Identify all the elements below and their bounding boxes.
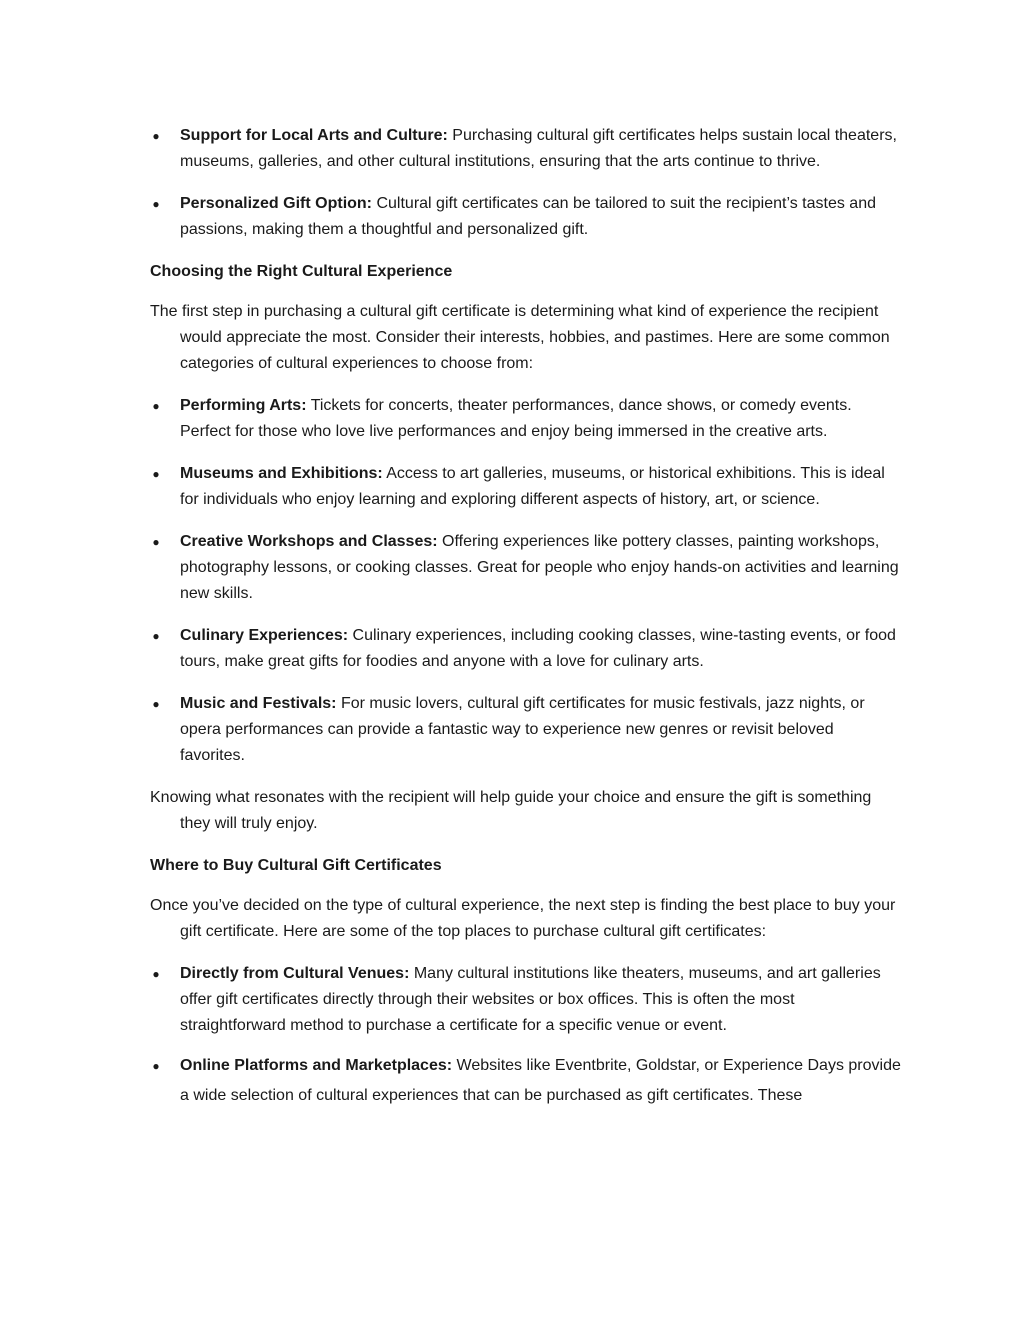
list-item-term: Culinary Experiences: [180, 627, 349, 644]
list-item-text: Purchasing cultural gift certificates helps sustain local theaters, museums, galleries, and other cultural institutions, ensuring that the arts continue to thrive. [180, 127, 897, 170]
bullet-icon: ● [152, 399, 160, 413]
bullet-icon: ● [152, 1059, 160, 1073]
bullet-icon: ● [152, 129, 160, 143]
list-item-term: Personalized Gift Option: [180, 195, 373, 212]
list-item-term: Performing Arts: [180, 397, 307, 414]
section-heading: Choosing the Right Cultural Experience [150, 263, 453, 280]
list-item-text: Offering experiences like pottery classes, painting workshops, photography lessons, or cooking classes. Great for people who enjoy hands-on activities and learning new skills. [180, 533, 899, 602]
paragraph: The first step in purchasing a cultural gift certificate is determining what kind of experience the recipient would appreciate the most. Consider their interests, hobbies, and pastimes. Here are some common categories of cultural experiences to choose from: [150, 303, 890, 372]
list-item [150, 961, 902, 1039]
list-item-text: Culinary experiences, including cooking classes, wine-tasting events, or food tours, make great gifts for foodies and anyone with a love for culinary arts. [180, 627, 896, 670]
section-heading: Where to Buy Cultural Gift Certificates [150, 857, 442, 874]
list-item [150, 191, 902, 243]
list-item [150, 123, 902, 175]
list-item-term: Museums and Exhibitions: [180, 465, 383, 482]
bullet-icon: ● [152, 967, 160, 981]
bullet-icon: ● [152, 697, 160, 711]
list-item-term: Support for Local Arts and Culture: [180, 127, 448, 144]
list-item-text: Websites like Eventbrite, Goldstar, or Experience Days provide a wide selection of cultural experiences that can be purchased as gift certificates. These [180, 1057, 901, 1104]
paragraph: Once you’ve decided on the type of cultural experience, the next step is finding the best place to buy your gift certificate. Here are some of the top places to purchase cultural gift certificates: [150, 897, 896, 940]
list-item-term: Online Platforms and Marketplaces: [180, 1057, 453, 1074]
bullet-icon: ● [152, 629, 160, 643]
list-item [150, 1051, 902, 1111]
bullet-icon: ● [152, 197, 160, 211]
paragraph: Knowing what resonates with the recipient will help guide your choice and ensure the gift is something they will truly enjoy. [150, 789, 872, 832]
list-item-text: Tickets for concerts, theater performances, dance shows, or comedy events. Perfect for those who love live performances and enjoy being immersed in the creative arts. [180, 397, 852, 440]
list-item-text: Many cultural institutions like theaters, museums, and art galleries offer gift certificates directly through their websites or box offices. This is often the most straightforward method to purchase a certificate for a specific venue or event. [180, 965, 881, 1034]
list-item-term: Music and Festivals: [180, 695, 337, 712]
list-item [150, 461, 902, 513]
list-item-term: Directly from Cultural Venues: [180, 965, 410, 982]
list-item-text: Access to art galleries, museums, or historical exhibitions. This is ideal for individuals who enjoy learning and exploring different aspects of history, art, or science. [180, 465, 885, 508]
list-item-text: For music lovers, cultural gift certificates for music festivals, jazz nights, or opera performances can provide a fantastic way to experience new genres or revisit beloved favorites. [180, 695, 865, 764]
list-item [150, 529, 902, 607]
document-page [150, 123, 902, 1127]
list-item [150, 623, 902, 675]
list-item [150, 393, 902, 445]
list-item-term: Creative Workshops and Classes: [180, 533, 438, 550]
list-item [150, 691, 902, 769]
bullet-icon: ● [152, 535, 160, 549]
list-item-text: Cultural gift certificates can be tailored to suit the recipient’s tastes and passions, making them a thoughtful and personalized gift. [180, 195, 876, 238]
bullet-icon: ● [152, 467, 160, 481]
